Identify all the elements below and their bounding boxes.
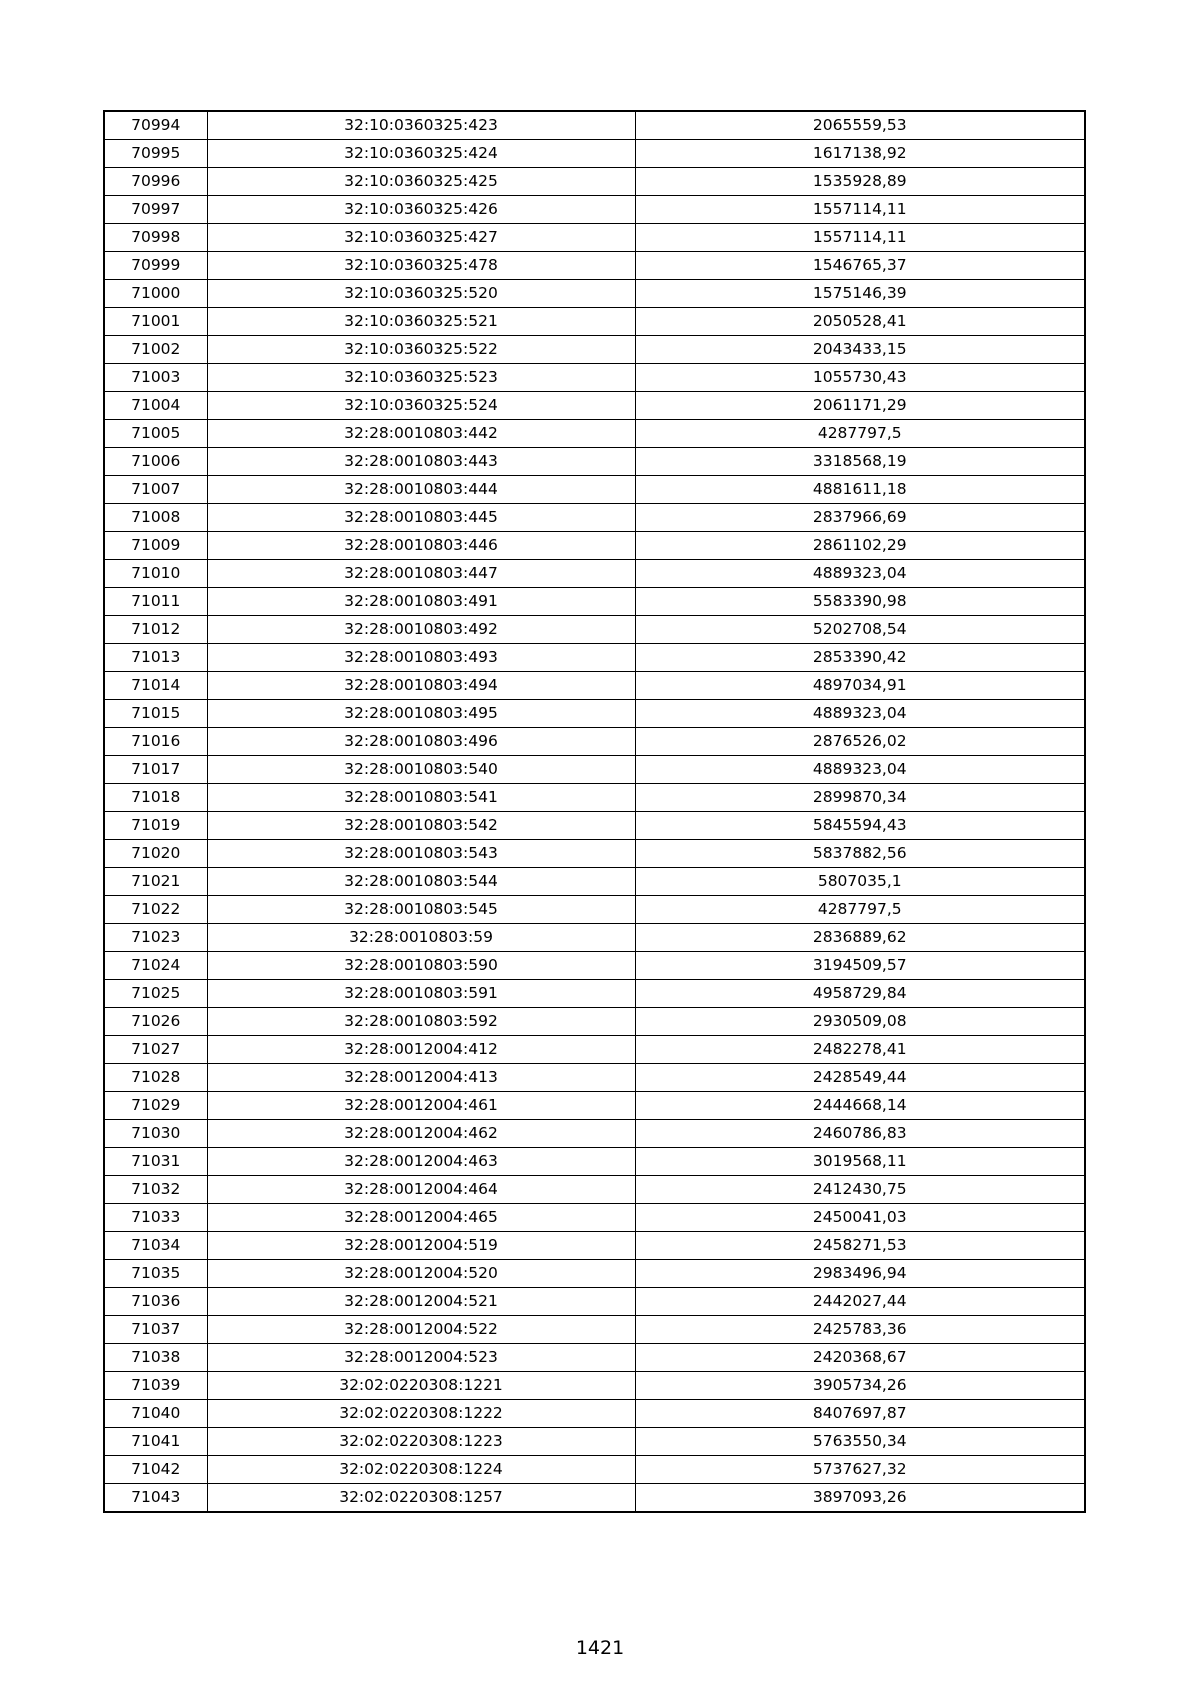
table-row xyxy=(104,1260,1085,1288)
table-row xyxy=(104,392,1085,420)
cadastral-number-cell: 32:28:0010803:492 xyxy=(207,616,635,644)
cadastral-value-cell: 5583390,98 xyxy=(635,588,1085,616)
cadastral-value-cell: 3897093,26 xyxy=(635,1484,1085,1513)
table-row xyxy=(104,448,1085,476)
table-row xyxy=(104,728,1085,756)
cadastral-value-cell: 4881611,18 xyxy=(635,476,1085,504)
cadastral-number-cell: 32:28:0010803:495 xyxy=(207,700,635,728)
row-number-cell: 70994 xyxy=(104,111,207,140)
table-row xyxy=(104,336,1085,364)
row-number-cell: 71009 xyxy=(104,532,207,560)
row-number-cell: 71025 xyxy=(104,980,207,1008)
table-row xyxy=(104,1344,1085,1372)
cadastral-value-cell: 5837882,56 xyxy=(635,840,1085,868)
row-number-cell: 71029 xyxy=(104,1092,207,1120)
cadastral-value-cell: 2899870,34 xyxy=(635,784,1085,812)
row-number-cell: 71006 xyxy=(104,448,207,476)
table-row xyxy=(104,1036,1085,1064)
row-number-cell: 71031 xyxy=(104,1148,207,1176)
table-row xyxy=(104,1176,1085,1204)
cadastral-value-cell: 2836889,62 xyxy=(635,924,1085,952)
cadastral-value-cell: 2450041,03 xyxy=(635,1204,1085,1232)
cadastral-number-cell: 32:28:0010803:543 xyxy=(207,840,635,868)
row-number-cell: 71042 xyxy=(104,1456,207,1484)
cadastral-number-cell: 32:10:0360325:522 xyxy=(207,336,635,364)
cadastral-value-cell: 2861102,29 xyxy=(635,532,1085,560)
table-row xyxy=(104,812,1085,840)
cadastral-value-cell: 2043433,15 xyxy=(635,336,1085,364)
row-number-cell: 71012 xyxy=(104,616,207,644)
table-row xyxy=(104,504,1085,532)
cadastral-value-cell: 3019568,11 xyxy=(635,1148,1085,1176)
page-number: 1421 xyxy=(575,1637,625,1659)
row-number-cell: 71032 xyxy=(104,1176,207,1204)
table-row xyxy=(104,1288,1085,1316)
cadastral-value-cell: 2444668,14 xyxy=(635,1092,1085,1120)
cadastral-value-cell: 4287797,5 xyxy=(635,420,1085,448)
cadastral-number-cell: 32:28:0010803:443 xyxy=(207,448,635,476)
table-row xyxy=(104,980,1085,1008)
table-row xyxy=(104,308,1085,336)
table-row xyxy=(104,616,1085,644)
table-row xyxy=(104,700,1085,728)
row-number-cell: 71018 xyxy=(104,784,207,812)
row-number-cell: 71035 xyxy=(104,1260,207,1288)
row-number-cell: 71038 xyxy=(104,1344,207,1372)
row-number-cell: 71005 xyxy=(104,420,207,448)
cadastral-value-cell: 5737627,32 xyxy=(635,1456,1085,1484)
cadastral-number-cell: 32:28:0012004:465 xyxy=(207,1204,635,1232)
row-number-cell: 71027 xyxy=(104,1036,207,1064)
table-row xyxy=(104,1400,1085,1428)
cadastral-value-cell: 2876526,02 xyxy=(635,728,1085,756)
cadastral-number-cell: 32:02:0220308:1224 xyxy=(207,1456,635,1484)
table-row xyxy=(104,140,1085,168)
cadastral-number-cell: 32:28:0012004:413 xyxy=(207,1064,635,1092)
table-row xyxy=(104,224,1085,252)
cadastral-value-cell: 1055730,43 xyxy=(635,364,1085,392)
cadastral-number-cell: 32:28:0010803:590 xyxy=(207,952,635,980)
row-number-cell: 71010 xyxy=(104,560,207,588)
row-number-cell: 71041 xyxy=(104,1428,207,1456)
cadastral-number-cell: 32:28:0012004:521 xyxy=(207,1288,635,1316)
table-row xyxy=(104,588,1085,616)
row-number-cell: 71003 xyxy=(104,364,207,392)
cadastral-value-cell: 2930509,08 xyxy=(635,1008,1085,1036)
cadastral-number-cell: 32:28:0010803:493 xyxy=(207,644,635,672)
cadastral-value-cell: 5763550,34 xyxy=(635,1428,1085,1456)
row-number-cell: 71024 xyxy=(104,952,207,980)
row-number-cell: 71014 xyxy=(104,672,207,700)
row-number-cell: 71023 xyxy=(104,924,207,952)
cadastral-value-cell: 2061171,29 xyxy=(635,392,1085,420)
row-number-cell: 71030 xyxy=(104,1120,207,1148)
table-row xyxy=(104,1232,1085,1260)
cadastral-value-cell: 3318568,19 xyxy=(635,448,1085,476)
table-row xyxy=(104,1008,1085,1036)
cadastral-value-cell: 2412430,75 xyxy=(635,1176,1085,1204)
cadastral-value-cell: 1575146,39 xyxy=(635,280,1085,308)
cadastral-number-cell: 32:28:0012004:519 xyxy=(207,1232,635,1260)
cadastral-number-cell: 32:28:0010803:494 xyxy=(207,672,635,700)
row-number-cell: 71004 xyxy=(104,392,207,420)
cadastral-number-cell: 32:28:0010803:59 xyxy=(207,924,635,952)
cadastral-value-cell: 2983496,94 xyxy=(635,1260,1085,1288)
row-number-cell: 71040 xyxy=(104,1400,207,1428)
row-number-cell: 71026 xyxy=(104,1008,207,1036)
cadastral-value-cell: 2837966,69 xyxy=(635,504,1085,532)
row-number-cell: 71021 xyxy=(104,868,207,896)
table-row xyxy=(104,1064,1085,1092)
row-number-cell: 71037 xyxy=(104,1316,207,1344)
table-row xyxy=(104,280,1085,308)
table-row xyxy=(104,168,1085,196)
cadastral-number-cell: 32:10:0360325:424 xyxy=(207,140,635,168)
table-row xyxy=(104,476,1085,504)
table-row xyxy=(104,784,1085,812)
cadastral-value-cell: 1557114,11 xyxy=(635,224,1085,252)
cadastral-value-cell: 1546765,37 xyxy=(635,252,1085,280)
table-body xyxy=(104,111,1085,1512)
cadastral-value-cell: 4958729,84 xyxy=(635,980,1085,1008)
cadastral-number-cell: 32:10:0360325:423 xyxy=(207,111,635,140)
cadastral-number-cell: 32:28:0010803:491 xyxy=(207,588,635,616)
row-number-cell: 71028 xyxy=(104,1064,207,1092)
table-row xyxy=(104,252,1085,280)
row-number-cell: 70998 xyxy=(104,224,207,252)
row-number-cell: 71043 xyxy=(104,1484,207,1513)
cadastral-number-cell: 32:28:0012004:463 xyxy=(207,1148,635,1176)
row-number-cell: 71001 xyxy=(104,308,207,336)
cadastral-number-cell: 32:10:0360325:523 xyxy=(207,364,635,392)
row-number-cell: 70995 xyxy=(104,140,207,168)
table-row xyxy=(104,1456,1085,1484)
cadastral-number-cell: 32:02:0220308:1223 xyxy=(207,1428,635,1456)
cadastral-value-cell: 2482278,41 xyxy=(635,1036,1085,1064)
row-number-cell: 71007 xyxy=(104,476,207,504)
table-row xyxy=(104,644,1085,672)
table-row xyxy=(104,1316,1085,1344)
cadastral-number-cell: 32:28:0010803:445 xyxy=(207,504,635,532)
row-number-cell: 71039 xyxy=(104,1372,207,1400)
cadastral-number-cell: 32:28:0012004:520 xyxy=(207,1260,635,1288)
row-number-cell: 71008 xyxy=(104,504,207,532)
cadastral-number-cell: 32:28:0010803:544 xyxy=(207,868,635,896)
table-row xyxy=(104,924,1085,952)
table-row xyxy=(104,196,1085,224)
table-row xyxy=(104,896,1085,924)
table-row xyxy=(104,111,1085,140)
cadastral-number-cell: 32:28:0010803:542 xyxy=(207,812,635,840)
cadastral-value-cell: 4889323,04 xyxy=(635,756,1085,784)
cadastral-number-cell: 32:28:0012004:412 xyxy=(207,1036,635,1064)
table-row xyxy=(104,532,1085,560)
cadastral-number-cell: 32:10:0360325:425 xyxy=(207,168,635,196)
cadastral-number-cell: 32:28:0010803:496 xyxy=(207,728,635,756)
table-row xyxy=(104,560,1085,588)
cadastral-number-cell: 32:28:0010803:442 xyxy=(207,420,635,448)
table-row xyxy=(104,840,1085,868)
cadastral-number-cell: 32:28:0010803:447 xyxy=(207,560,635,588)
cadastral-number-cell: 32:10:0360325:524 xyxy=(207,392,635,420)
cadastral-number-cell: 32:02:0220308:1221 xyxy=(207,1372,635,1400)
cadastral-value-cell: 2420368,67 xyxy=(635,1344,1085,1372)
cadastral-number-cell: 32:28:0012004:464 xyxy=(207,1176,635,1204)
table-row xyxy=(104,1120,1085,1148)
cadastral-value-cell: 2442027,44 xyxy=(635,1288,1085,1316)
row-number-cell: 70996 xyxy=(104,168,207,196)
cadastral-value-cell: 4897034,91 xyxy=(635,672,1085,700)
row-number-cell: 71020 xyxy=(104,840,207,868)
cadastral-number-cell: 32:28:0012004:461 xyxy=(207,1092,635,1120)
table-row xyxy=(104,756,1085,784)
row-number-cell: 70997 xyxy=(104,196,207,224)
cadastral-number-cell: 32:10:0360325:478 xyxy=(207,252,635,280)
cadastral-value-cell: 4889323,04 xyxy=(635,560,1085,588)
cadastral-value-cell: 1557114,11 xyxy=(635,196,1085,224)
cadastral-value-cell: 5807035,1 xyxy=(635,868,1085,896)
cadastral-number-cell: 32:10:0360325:521 xyxy=(207,308,635,336)
cadastral-number-cell: 32:02:0220308:1222 xyxy=(207,1400,635,1428)
cadastral-number-cell: 32:28:0010803:444 xyxy=(207,476,635,504)
row-number-cell: 70999 xyxy=(104,252,207,280)
row-number-cell: 71022 xyxy=(104,896,207,924)
row-number-cell: 71015 xyxy=(104,700,207,728)
row-number-cell: 71011 xyxy=(104,588,207,616)
table-row xyxy=(104,1484,1085,1513)
cadastral-number-cell: 32:28:0010803:540 xyxy=(207,756,635,784)
table-row xyxy=(104,1092,1085,1120)
cadastral-number-cell: 32:28:0010803:446 xyxy=(207,532,635,560)
table-row xyxy=(104,952,1085,980)
cadastral-value-cell: 2460786,83 xyxy=(635,1120,1085,1148)
cadastral-number-cell: 32:10:0360325:427 xyxy=(207,224,635,252)
cadastral-number-cell: 32:28:0010803:545 xyxy=(207,896,635,924)
cadastral-value-cell: 3194509,57 xyxy=(635,952,1085,980)
row-number-cell: 71033 xyxy=(104,1204,207,1232)
cadastral-number-cell: 32:28:0010803:592 xyxy=(207,1008,635,1036)
cadastral-value-cell: 2425783,36 xyxy=(635,1316,1085,1344)
table-row xyxy=(104,420,1085,448)
cadastral-value-cell: 1617138,92 xyxy=(635,140,1085,168)
cadastral-number-cell: 32:28:0012004:522 xyxy=(207,1316,635,1344)
cadastral-value-cell: 4287797,5 xyxy=(635,896,1085,924)
cadastral-number-cell: 32:28:0012004:523 xyxy=(207,1344,635,1372)
table-row xyxy=(104,364,1085,392)
cadastral-number-cell: 32:10:0360325:426 xyxy=(207,196,635,224)
row-number-cell: 71000 xyxy=(104,280,207,308)
cadastral-value-cell: 5845594,43 xyxy=(635,812,1085,840)
row-number-cell: 71002 xyxy=(104,336,207,364)
table-row xyxy=(104,1372,1085,1400)
table-row xyxy=(104,868,1085,896)
table-row xyxy=(104,1204,1085,1232)
cadastral-number-cell: 32:28:0012004:462 xyxy=(207,1120,635,1148)
table-row xyxy=(104,1148,1085,1176)
row-number-cell: 71016 xyxy=(104,728,207,756)
cadastral-value-cell: 2853390,42 xyxy=(635,644,1085,672)
cadastral-value-cell: 2458271,53 xyxy=(635,1232,1085,1260)
cadastral-value-cell: 3905734,26 xyxy=(635,1372,1085,1400)
cadastral-value-cell: 5202708,54 xyxy=(635,616,1085,644)
cadastral-value-cell: 4889323,04 xyxy=(635,700,1085,728)
cadastral-value-table xyxy=(103,110,1086,1513)
row-number-cell: 71013 xyxy=(104,644,207,672)
cadastral-number-cell: 32:28:0010803:591 xyxy=(207,980,635,1008)
row-number-cell: 71034 xyxy=(104,1232,207,1260)
cadastral-value-cell: 2050528,41 xyxy=(635,308,1085,336)
cadastral-value-cell: 8407697,87 xyxy=(635,1400,1085,1428)
table-row xyxy=(104,672,1085,700)
cadastral-value-cell: 2428549,44 xyxy=(635,1064,1085,1092)
cadastral-number-cell: 32:02:0220308:1257 xyxy=(207,1484,635,1513)
cadastral-number-cell: 32:10:0360325:520 xyxy=(207,280,635,308)
row-number-cell: 71017 xyxy=(104,756,207,784)
cadastral-value-cell: 2065559,53 xyxy=(635,111,1085,140)
row-number-cell: 71019 xyxy=(104,812,207,840)
cadastral-value-cell: 1535928,89 xyxy=(635,168,1085,196)
table-row xyxy=(104,1428,1085,1456)
row-number-cell: 71036 xyxy=(104,1288,207,1316)
cadastral-number-cell: 32:28:0010803:541 xyxy=(207,784,635,812)
